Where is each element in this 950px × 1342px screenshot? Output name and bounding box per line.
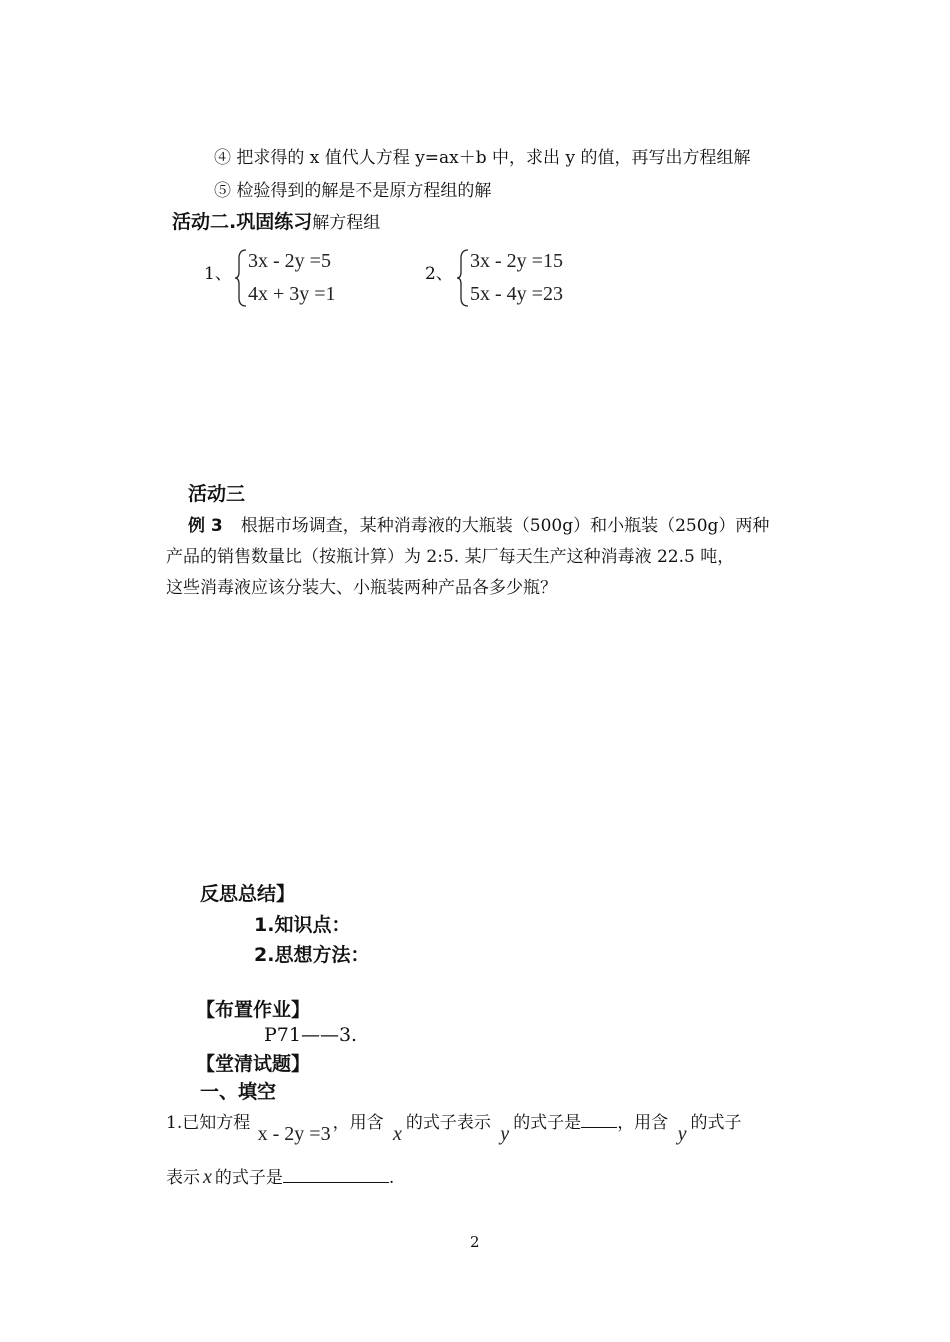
q1-equation: x - 2y =3: [257, 1123, 331, 1145]
q1-var-y: y: [500, 1123, 510, 1145]
q1-blank1[interactable]: [581, 1109, 617, 1128]
quiz-section: 一、填空: [200, 1081, 277, 1103]
homework-title: 【布置作业】: [196, 999, 311, 1021]
activity3-title: 活动三: [188, 483, 246, 505]
q1-line2-a: 表示: [166, 1168, 200, 1188]
summary-item1: 1.知识点：: [254, 914, 351, 936]
activity2-title: 活动二.巩固练习: [172, 211, 313, 233]
q1-var-y2: y: [677, 1123, 687, 1145]
quiz-title: 【堂清试题】: [196, 1053, 311, 1075]
q1-line2-x: x: [203, 1166, 212, 1188]
quiz-q1-line1: [166, 1108, 742, 1145]
problem2-brace: [456, 248, 470, 308]
q1-blank2[interactable]: [283, 1164, 389, 1183]
activity2-subtitle: 解方程组: [312, 213, 381, 233]
homework-content: P71——3.: [264, 1024, 358, 1046]
q1-part4: 的式子是: [513, 1113, 582, 1133]
example3-line3: 这些消毒液应该分装大、小瓶装两种产品各多少瓶？: [166, 578, 557, 598]
problem2-eq1: 3x - 2y =15: [470, 250, 563, 272]
problem2-label: 2、: [425, 264, 453, 284]
q1-part6: 的式子: [690, 1113, 742, 1133]
summary-item2: 2.思想方法：: [254, 944, 370, 966]
problem2-eq2: 5x - 4y =23: [470, 283, 563, 305]
summary-title: 反思总结】: [200, 883, 296, 905]
example3-line1: [188, 511, 769, 536]
q1-part5: ，用含: [617, 1113, 669, 1133]
problem1-brace: [234, 248, 248, 308]
q1-line2-b: 的式子是: [214, 1168, 283, 1188]
example3-line2: 产品的销售数量比（按瓶计算）为 2:5. 某厂每天生产这种消毒液 22.5 吨，: [166, 547, 735, 567]
q1-end: .: [388, 1168, 395, 1188]
step-4: ④ 把求得的 x 值代人方程 y=ax＋b 中，求出 y 的值，再写出方程组解: [214, 148, 751, 168]
example3-text1: 根据市场调查，某种消毒液的大瓶装（500g）和小瓶装（250g）两种: [240, 516, 770, 536]
q1-part3: 的式子表示: [405, 1113, 491, 1133]
problem1-label: 1、: [204, 264, 232, 284]
q1-part2: ，用含: [332, 1113, 384, 1133]
problem1-eq2: 4x + 3y =1: [248, 283, 336, 305]
q1-part1: 1.已知方程: [166, 1113, 251, 1133]
q1-var-x: x: [393, 1123, 402, 1145]
activity2-heading: [172, 207, 380, 234]
page-number: 2: [470, 1233, 480, 1251]
problem1-eq1: 3x - 2y =5: [248, 250, 331, 272]
quiz-q1-line2: [166, 1163, 394, 1189]
example3-label: 例 3: [188, 516, 223, 536]
step-5: ⑤ 检验得到的解是不是原方程组的解: [214, 181, 492, 201]
